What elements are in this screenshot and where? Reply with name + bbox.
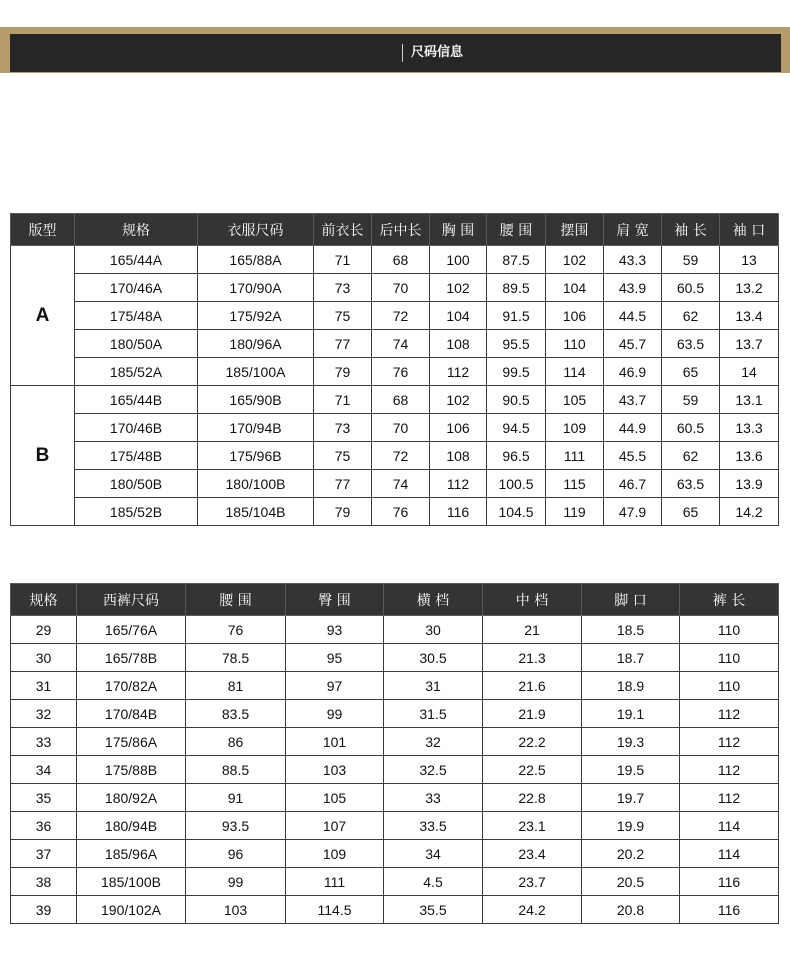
table-cell: 68: [372, 386, 430, 414]
column-header: 规格: [75, 214, 198, 246]
table-cell: 19.5: [582, 756, 680, 784]
table-cell: 74: [372, 330, 430, 358]
table-cell: 109: [286, 840, 384, 868]
column-header: 袖 长: [662, 214, 720, 246]
table-cell: 114: [680, 840, 779, 868]
table-cell: 185/100A: [198, 358, 314, 386]
table-cell: 30: [11, 644, 77, 672]
table-cell: 170/94B: [198, 414, 314, 442]
table-cell: 105: [546, 386, 604, 414]
table-cell: 86: [186, 728, 286, 756]
table-row: [11, 840, 779, 868]
table-cell: 190/102A: [77, 896, 186, 924]
table-cell: 90.5: [487, 386, 546, 414]
table-cell: 13.7: [720, 330, 779, 358]
table-cell: 34: [11, 756, 77, 784]
table-cell: 83.5: [186, 700, 286, 728]
table-cell: 22.8: [483, 784, 582, 812]
table-cell: 46.9: [604, 358, 662, 386]
table-cell: 93.5: [186, 812, 286, 840]
table-cell: 21.3: [483, 644, 582, 672]
table-cell: 19.7: [582, 784, 680, 812]
table-cell: 32: [384, 728, 483, 756]
table-cell: 81: [186, 672, 286, 700]
fit-type-cell: A: [11, 246, 75, 386]
table-cell: 104.5: [487, 498, 546, 526]
table-cell: 89.5: [487, 274, 546, 302]
table-cell: 185/100B: [77, 868, 186, 896]
table-cell: 175/96B: [198, 442, 314, 470]
table-cell: 19.3: [582, 728, 680, 756]
table-cell: 13.2: [720, 274, 779, 302]
table-cell: 99: [186, 868, 286, 896]
table-cell: 18.5: [582, 616, 680, 644]
table-cell: 106: [546, 302, 604, 330]
table-cell: 13: [720, 246, 779, 274]
table-row: [11, 616, 779, 644]
table-row: [11, 812, 779, 840]
table-cell: 23.4: [483, 840, 582, 868]
table-cell: 114.5: [286, 896, 384, 924]
table-cell: 36: [11, 812, 77, 840]
table-cell: 38: [11, 868, 77, 896]
column-header: 摆围: [546, 214, 604, 246]
column-header: 中 档: [483, 584, 582, 616]
table-cell: 99.5: [487, 358, 546, 386]
table-row: [11, 784, 779, 812]
table-cell: 180/94B: [77, 812, 186, 840]
column-header: 胸 围: [430, 214, 487, 246]
table-cell: 110: [680, 644, 779, 672]
table-cell: 165/44B: [75, 386, 198, 414]
table-cell: 33.5: [384, 812, 483, 840]
table-cell: 100: [430, 246, 487, 274]
table-cell: 180/100B: [198, 470, 314, 498]
table-cell: 110: [680, 616, 779, 644]
table-cell: 107: [286, 812, 384, 840]
table-cell: 104: [546, 274, 604, 302]
table-row: [11, 756, 779, 784]
table-cell: 43.9: [604, 274, 662, 302]
table-cell: 22.5: [483, 756, 582, 784]
table-cell: 78.5: [186, 644, 286, 672]
table-cell: 175/48B: [75, 442, 198, 470]
table-row: [11, 302, 779, 330]
table-row: [11, 246, 779, 274]
table-cell: 75: [314, 442, 372, 470]
table-cell: 32.5: [384, 756, 483, 784]
table-cell: 43.3: [604, 246, 662, 274]
table-cell: 88.5: [186, 756, 286, 784]
table-cell: 91: [186, 784, 286, 812]
table-cell: 103: [286, 756, 384, 784]
table-cell: 43.7: [604, 386, 662, 414]
table-cell: 4.5: [384, 868, 483, 896]
table-row: [11, 896, 779, 924]
table-row: [11, 700, 779, 728]
table-cell: 44.9: [604, 414, 662, 442]
table-cell: 31: [11, 672, 77, 700]
fit-type-cell: B: [11, 386, 75, 526]
table-cell: 110: [680, 672, 779, 700]
table-cell: 20.8: [582, 896, 680, 924]
header-banner-bar: [10, 34, 781, 72]
table-cell: 13.6: [720, 442, 779, 470]
table-cell: 70: [372, 274, 430, 302]
table-cell: 165/44A: [75, 246, 198, 274]
table-row: [11, 386, 779, 414]
table-cell: 47.9: [604, 498, 662, 526]
table-cell: 19.1: [582, 700, 680, 728]
table-cell: 70: [372, 414, 430, 442]
table-cell: 96.5: [487, 442, 546, 470]
column-header: 版型: [11, 214, 75, 246]
table-cell: 35: [11, 784, 77, 812]
table-cell: 45.7: [604, 330, 662, 358]
table-cell: 112: [680, 756, 779, 784]
table-cell: 116: [680, 868, 779, 896]
table-row: [11, 414, 779, 442]
table-cell: 44.5: [604, 302, 662, 330]
table-cell: 102: [546, 246, 604, 274]
table-cell: 170/82A: [77, 672, 186, 700]
column-header: 前衣长: [314, 214, 372, 246]
column-header: 衣服尺码: [198, 214, 314, 246]
table-cell: 175/92A: [198, 302, 314, 330]
table-cell: 65: [662, 498, 720, 526]
table-cell: 14: [720, 358, 779, 386]
table-cell: 13.1: [720, 386, 779, 414]
table-row: [11, 728, 779, 756]
table-cell: 102: [430, 274, 487, 302]
table-cell: 31.5: [384, 700, 483, 728]
table-cell: 59: [662, 246, 720, 274]
table-cell: 21: [483, 616, 582, 644]
table-cell: 63.5: [662, 330, 720, 358]
table-cell: 185/104B: [198, 498, 314, 526]
table-row: [11, 358, 779, 386]
table-cell: 60.5: [662, 274, 720, 302]
table-cell: 108: [430, 330, 487, 358]
column-header: 西裤尺码: [77, 584, 186, 616]
table-cell: 45.5: [604, 442, 662, 470]
table-cell: 185/52A: [75, 358, 198, 386]
table-cell: 76: [186, 616, 286, 644]
column-header: 裤 长: [680, 584, 779, 616]
table-cell: 114: [680, 812, 779, 840]
table-cell: 72: [372, 302, 430, 330]
table-cell: 119: [546, 498, 604, 526]
table-cell: 19.9: [582, 812, 680, 840]
table-cell: 76: [372, 358, 430, 386]
table-cell: 112: [430, 358, 487, 386]
table-cell: 96: [186, 840, 286, 868]
table-row: [11, 672, 779, 700]
table-cell: 112: [680, 728, 779, 756]
table-cell: 59: [662, 386, 720, 414]
table-cell: 31: [384, 672, 483, 700]
table-cell: 175/88B: [77, 756, 186, 784]
table-cell: 180/92A: [77, 784, 186, 812]
table-cell: 62: [662, 442, 720, 470]
table-cell: 114: [546, 358, 604, 386]
table-cell: 93: [286, 616, 384, 644]
table-cell: 13.4: [720, 302, 779, 330]
table-cell: 104: [430, 302, 487, 330]
table-cell: 116: [430, 498, 487, 526]
table-cell: 185/96A: [77, 840, 186, 868]
table-cell: 170/46A: [75, 274, 198, 302]
column-header: 肩 宽: [604, 214, 662, 246]
table-cell: 33: [384, 784, 483, 812]
table-cell: 71: [314, 386, 372, 414]
table-cell: 112: [430, 470, 487, 498]
table-cell: 170/84B: [77, 700, 186, 728]
table-cell: 116: [680, 896, 779, 924]
table-cell: 165/90B: [198, 386, 314, 414]
table-cell: 111: [546, 442, 604, 470]
table-cell: 170/90A: [198, 274, 314, 302]
table-header-row: [11, 214, 779, 246]
table-cell: 60.5: [662, 414, 720, 442]
table-row: [11, 470, 779, 498]
table-cell: 109: [546, 414, 604, 442]
table-cell: 72: [372, 442, 430, 470]
table-cell: 180/50B: [75, 470, 198, 498]
table-cell: 91.5: [487, 302, 546, 330]
table-cell: 23.7: [483, 868, 582, 896]
table-cell: 75: [314, 302, 372, 330]
header-banner: [0, 27, 790, 73]
column-header: 后中长: [372, 214, 430, 246]
table-cell: 175/86A: [77, 728, 186, 756]
table-cell: 74: [372, 470, 430, 498]
table-row: [11, 498, 779, 526]
table-cell: 87.5: [487, 246, 546, 274]
table-cell: 101: [286, 728, 384, 756]
table-cell: 77: [314, 470, 372, 498]
table-header-row: [11, 584, 779, 616]
table-cell: 13.9: [720, 470, 779, 498]
table-row: [11, 868, 779, 896]
table-cell: 165/78B: [77, 644, 186, 672]
table-cell: 103: [186, 896, 286, 924]
table-cell: 112: [680, 700, 779, 728]
table-cell: 23.1: [483, 812, 582, 840]
column-header: 规格: [11, 584, 77, 616]
table-cell: 24.2: [483, 896, 582, 924]
table-row: [11, 644, 779, 672]
table-cell: 73: [314, 274, 372, 302]
table-cell: 99: [286, 700, 384, 728]
table-cell: 95.5: [487, 330, 546, 358]
column-header: 臀 围: [286, 584, 384, 616]
table-cell: 65: [662, 358, 720, 386]
table-cell: 30.5: [384, 644, 483, 672]
table-cell: 68: [372, 246, 430, 274]
table-cell: 180/50A: [75, 330, 198, 358]
table-cell: 95: [286, 644, 384, 672]
table-cell: 185/52B: [75, 498, 198, 526]
table-row: [11, 330, 779, 358]
table-cell: 30: [384, 616, 483, 644]
table-cell: 111: [286, 868, 384, 896]
table-cell: 97: [286, 672, 384, 700]
table-cell: 102: [430, 386, 487, 414]
table-cell: 32: [11, 700, 77, 728]
table-cell: 165/76A: [77, 616, 186, 644]
table-cell: 13.3: [720, 414, 779, 442]
table-cell: 110: [546, 330, 604, 358]
table-cell: 33: [11, 728, 77, 756]
trousers-size-table: [10, 583, 779, 924]
table-cell: 34: [384, 840, 483, 868]
table-cell: 39: [11, 896, 77, 924]
table-cell: 76: [372, 498, 430, 526]
table-cell: 175/48A: [75, 302, 198, 330]
table-cell: 37: [11, 840, 77, 868]
table-cell: 20.2: [582, 840, 680, 868]
column-header: 横 档: [384, 584, 483, 616]
table-cell: 112: [680, 784, 779, 812]
table-cell: 105: [286, 784, 384, 812]
table-cell: 106: [430, 414, 487, 442]
table-cell: 79: [314, 498, 372, 526]
table-cell: 180/96A: [198, 330, 314, 358]
table-cell: 63.5: [662, 470, 720, 498]
table-cell: 100.5: [487, 470, 546, 498]
table-cell: 22.2: [483, 728, 582, 756]
column-header: 腰 围: [487, 214, 546, 246]
column-header: 腰 围: [186, 584, 286, 616]
jacket-size-table: [10, 213, 779, 526]
table-cell: 94.5: [487, 414, 546, 442]
table-cell: 165/88A: [198, 246, 314, 274]
table-cell: 14.2: [720, 498, 779, 526]
table-cell: 20.5: [582, 868, 680, 896]
table-cell: 71: [314, 246, 372, 274]
table-cell: 79: [314, 358, 372, 386]
table-cell: 35.5: [384, 896, 483, 924]
banner-title: 尺码信息: [402, 44, 463, 62]
table-cell: 77: [314, 330, 372, 358]
table-row: [11, 274, 779, 302]
table-row: [11, 442, 779, 470]
table-cell: 115: [546, 470, 604, 498]
column-header: 袖 口: [720, 214, 779, 246]
table-cell: 18.7: [582, 644, 680, 672]
table-cell: 21.6: [483, 672, 582, 700]
table-cell: 170/46B: [75, 414, 198, 442]
table-cell: 46.7: [604, 470, 662, 498]
table-cell: 108: [430, 442, 487, 470]
table-cell: 29: [11, 616, 77, 644]
table-cell: 21.9: [483, 700, 582, 728]
table-cell: 62: [662, 302, 720, 330]
table-cell: 73: [314, 414, 372, 442]
table-cell: 18.9: [582, 672, 680, 700]
column-header: 脚 口: [582, 584, 680, 616]
